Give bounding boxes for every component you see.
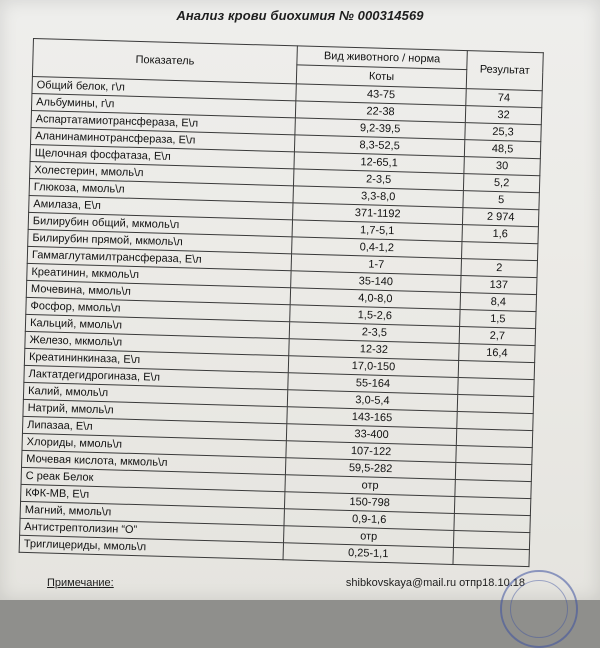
result-cell: 1,5	[460, 310, 536, 329]
indicator-name-cell: Железо, мкмоль\л	[25, 331, 289, 355]
indicator-name-cell: Хлориды, ммоль\л	[22, 433, 286, 457]
norm-cell: 2-3,5	[289, 322, 459, 344]
norm-cell: 9,2-39,5	[295, 118, 465, 140]
result-cell: 2,7	[459, 327, 535, 346]
result-cell: 74	[466, 89, 542, 108]
norm-cell: 150-798	[284, 492, 454, 514]
contact-info: shibkovskaya@mail.ru отпр18.10.18	[345, 577, 525, 589]
norm-cell: 43-75	[296, 84, 466, 106]
indicator-name-cell: С реак Белок	[21, 467, 285, 491]
result-cell	[453, 547, 529, 566]
result-cell: 48,5	[464, 140, 540, 159]
result-cell: 25,3	[465, 123, 541, 142]
indicator-name-cell: Альбумины, г\л	[31, 93, 295, 117]
indicator-name-cell: Триглицериды, ммоль\л	[19, 535, 283, 559]
indicator-name-cell: Магний, ммоль\л	[20, 501, 284, 525]
result-cell: 30	[464, 157, 540, 176]
indicator-name-cell: Лактатдегидрогиназа, Е\л	[24, 365, 288, 389]
norm-cell: отр	[285, 475, 455, 497]
indicator-name-cell: Аспартатамиотрансфераза, Е\л	[31, 110, 295, 134]
result-cell	[456, 445, 532, 464]
norm-cell: 4,0-8,0	[290, 288, 460, 310]
indicator-name-cell: Билирубин общий, мкмоль\л	[28, 212, 292, 236]
document-title: Анализ крови биохимия № 000314569	[176, 8, 424, 23]
indicator-name-cell: Аланинаминотрансфераза, Е\л	[31, 127, 295, 151]
norm-cell: отр	[284, 526, 454, 548]
result-cell: 2	[461, 259, 537, 278]
indicator-name-cell: Общий белок, г\л	[32, 76, 296, 100]
norm-cell: 3,0-5,4	[287, 390, 457, 412]
result-cell	[457, 411, 533, 430]
indicator-name-cell: Креатинин, мкмоль\л	[27, 263, 291, 287]
indicator-header: Показатель	[32, 39, 297, 84]
result-header: Результат	[466, 51, 543, 91]
norm-cell: 107-122	[286, 441, 456, 463]
norm-cell: 8,3-52,5	[294, 135, 464, 157]
norm-cell: 371-1192	[293, 203, 463, 225]
norm-cell: 59,5-282	[285, 458, 455, 480]
norm-cell: 22-38	[295, 101, 465, 123]
norm-cell: 3,3-8,0	[293, 186, 463, 208]
norm-cell: 33-400	[286, 424, 456, 446]
norm-cell: 1,5-2,6	[290, 305, 460, 327]
norm-cell: 12-32	[289, 339, 459, 361]
result-cell	[455, 462, 531, 481]
table-body	[19, 76, 542, 566]
result-cell	[462, 242, 538, 261]
indicator-name-cell: Глюкоза, ммоль\л	[29, 178, 293, 202]
table-header-row	[33, 39, 543, 72]
result-cell	[454, 513, 530, 532]
indicator-name-cell: Холестерин, ммоль\л	[30, 161, 294, 185]
result-cell: 1,6	[462, 225, 538, 244]
norm-cell: 0,4-1,2	[292, 237, 462, 259]
indicator-name-cell: Билирубин прямой, мкмоль\л	[28, 229, 292, 253]
indicator-name-cell: Креатининкиназа, Е\л	[24, 348, 288, 372]
indicator-name-cell: Амилаза, Е\л	[29, 195, 293, 219]
result-cell	[454, 496, 530, 515]
indicator-name-cell: Калий, ммоль\л	[23, 382, 287, 406]
norm-cell: 1-7	[291, 254, 461, 276]
indicator-name-cell: Мочевина, ммоль\л	[26, 280, 290, 304]
note-label: Примечание:	[47, 577, 114, 589]
result-cell	[458, 361, 534, 380]
result-cell	[455, 479, 531, 498]
indicator-name-cell: Мочевая кислота, мкмоль\л	[22, 450, 286, 474]
result-cell: 5	[463, 191, 539, 210]
result-cell: 16,4	[459, 344, 535, 363]
norm-cell: 35-140	[291, 271, 461, 293]
norm-cell: 2-3,5	[293, 169, 463, 191]
analysis-table	[19, 38, 544, 567]
indicator-name-cell: Фосфор, ммоль\л	[26, 297, 290, 321]
norm-cell: 0,9-1,6	[284, 509, 454, 531]
clinic-stamp	[500, 570, 578, 648]
result-cell	[458, 378, 534, 397]
norm-header: Вид животного / норма	[297, 46, 467, 70]
indicator-name-cell: Гаммаглутамилтрансфераза, Е\л	[27, 246, 291, 270]
result-cell	[456, 428, 532, 447]
result-cell: 137	[461, 276, 537, 295]
species-header: Коты	[296, 65, 466, 89]
result-cell: 2 974	[462, 208, 538, 227]
analysis-table-container	[19, 38, 543, 567]
norm-cell: 143-165	[287, 407, 457, 429]
norm-cell: 55-164	[288, 373, 458, 395]
indicator-name-cell: Щелочная фосфатаза, Е\л	[30, 144, 294, 168]
norm-cell: 12-65,1	[294, 152, 464, 174]
norm-cell: 0,25-1,1	[283, 543, 453, 565]
indicator-name-cell: Липазаа, Е\л	[22, 416, 286, 440]
indicator-name-cell: Антистрептолизин “О”	[20, 518, 284, 542]
norm-cell: 1,7-5,1	[292, 220, 462, 242]
result-cell: 8,4	[460, 293, 536, 312]
norm-cell: 17,0-150	[288, 356, 458, 378]
result-cell	[457, 394, 533, 413]
indicator-name-cell: Кальций, ммоль\л	[25, 314, 289, 338]
result-cell: 32	[465, 106, 541, 125]
result-cell: 5,2	[463, 174, 539, 193]
indicator-name-cell: Натрий, ммоль\л	[23, 399, 287, 423]
indicator-name-cell: КФК-МВ, Е\л	[21, 484, 285, 508]
result-cell	[453, 530, 529, 549]
